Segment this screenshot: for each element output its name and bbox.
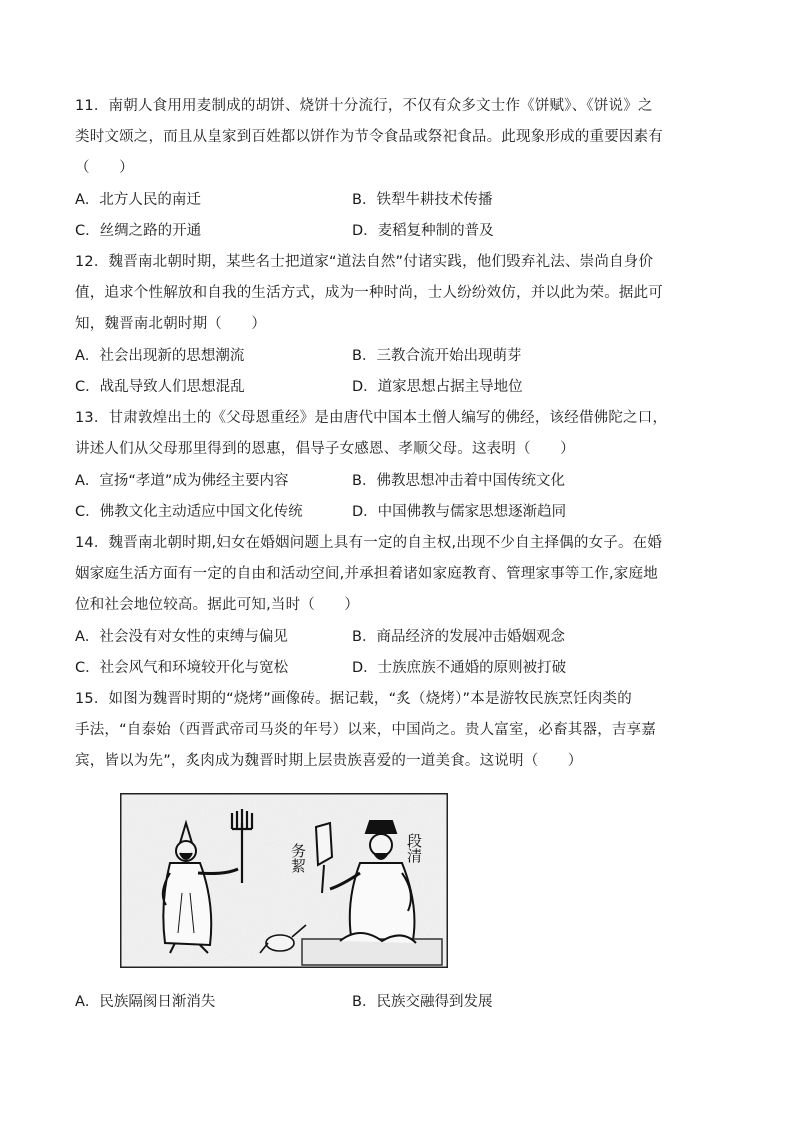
q14-stem-line-1: 14．魏晋南北朝时期,妇女在婚姻问题上具有一定的自主权,出现不少自主择偶的女子。在婚 — [75, 535, 663, 551]
q11-option-d[interactable]: D．麦稻复种制的普及 — [352, 223, 494, 239]
q14-option-c[interactable]: C．社会风气和环境较开化与宽松 — [75, 660, 289, 676]
q13-option-c[interactable]: C．佛教文化主动适应中国文化传统 — [75, 504, 303, 520]
q11-option-c[interactable]: C．丝绸之路的开通 — [75, 223, 202, 239]
q12-option-c[interactable]: C．战乱导致人们思想混乱 — [75, 379, 245, 395]
q12-stem-line-2: 值，追求个性解放和自我的生活方式，成为一种时尚，士人纷纷效仿，并以此为荣。据此可 — [75, 285, 663, 301]
q12-option-b[interactable]: B．三教合流开始出现萌芽 — [352, 348, 522, 364]
q11-stem-line-2: 类时文颂之，而且从皇家到百姓都以饼作为节令食品或祭祀食品。此现象形成的重要因素有 — [75, 129, 663, 145]
q14-stem-line-3: 位和社会地位较高。据此可知,当时（ ） — [75, 597, 360, 613]
q12-option-d[interactable]: D．道家思想占据主导地位 — [352, 379, 523, 395]
q11-option-a[interactable]: A．北方人民的南迁 — [75, 192, 201, 208]
q11-stem-line-3: （ ） — [75, 160, 134, 176]
q14-option-a[interactable]: A．社会没有对女性的束缚与偏见 — [75, 629, 288, 645]
q13-stem-line-1: 13．甘肃敦煌出土的《父母恩重经》是由唐代中国本土僧人编写的佛经，该经借佛陀之口， — [75, 410, 668, 426]
q15-option-a[interactable]: A．民族隔阂日渐消失 — [75, 994, 216, 1010]
q15-stem-line-3: 宾，皆以为先”，炙肉成为魏晋时期上层贵族喜爱的一道美食。这说明（ ） — [75, 753, 583, 769]
q13-option-d[interactable]: D．中国佛教与儒家思想逐渐趋同 — [352, 504, 567, 520]
q13-option-b[interactable]: B．佛教思想冲击着中国传统文化 — [352, 473, 565, 489]
barbecue-brick-painting — [120, 793, 448, 968]
q15-stem-line-1: 15．如图为魏晋时期的“烧烤”画像砖。据记载，“炙（烧烤）”本是游牧民族烹饪肉类的 — [75, 691, 632, 707]
q12-stem-line-1: 12．魏晋南北朝时期，某些名士把道家“道法自然”付诸实践，他们毁弃礼法、崇尚自身价 — [75, 254, 654, 270]
q11-stem-line-1: 11．南朝人食用用麦制成的胡饼、烧饼十分流行，不仅有众多文士作《饼赋》、《饼说》之 — [75, 98, 653, 114]
q13-stem-line-2: 讲述人们从父母那里得到的恩惠，倡导子女感恩、孝顺父母。这表明（ ） — [75, 441, 575, 457]
q13-option-a[interactable]: A．宣扬“孝道”成为佛经主要内容 — [75, 473, 289, 489]
q14-option-b[interactable]: B．商品经济的发展冲击婚姻观念 — [352, 629, 565, 645]
label-middle: 务絜 — [289, 843, 307, 873]
q15-stem-line-2: 手法，“自泰始（西晋武帝司马炎的年号）以来，中国尚之。贵人富室，必畜其器，吉享嘉 — [75, 722, 657, 738]
q14-option-d[interactable]: D．士族庶族不通婚的原则被打破 — [352, 660, 567, 676]
grill-table — [302, 939, 442, 965]
label-right: 段清 — [405, 833, 423, 863]
q12-stem-line-3: 知，魏晋南北朝时期（ ） — [75, 316, 267, 332]
q12-option-a[interactable]: A．社会出现新的思想潮流 — [75, 348, 245, 364]
q11-option-b[interactable]: B．铁犁牛耕技术传播 — [352, 192, 493, 208]
q14-stem-line-2: 姻家庭生活方面有一定的自由和活动空间,并承担着诸如家庭教育、管理家事等工作,家庭地 — [75, 566, 658, 582]
q15-option-b[interactable]: B．民族交融得到发展 — [352, 994, 493, 1010]
